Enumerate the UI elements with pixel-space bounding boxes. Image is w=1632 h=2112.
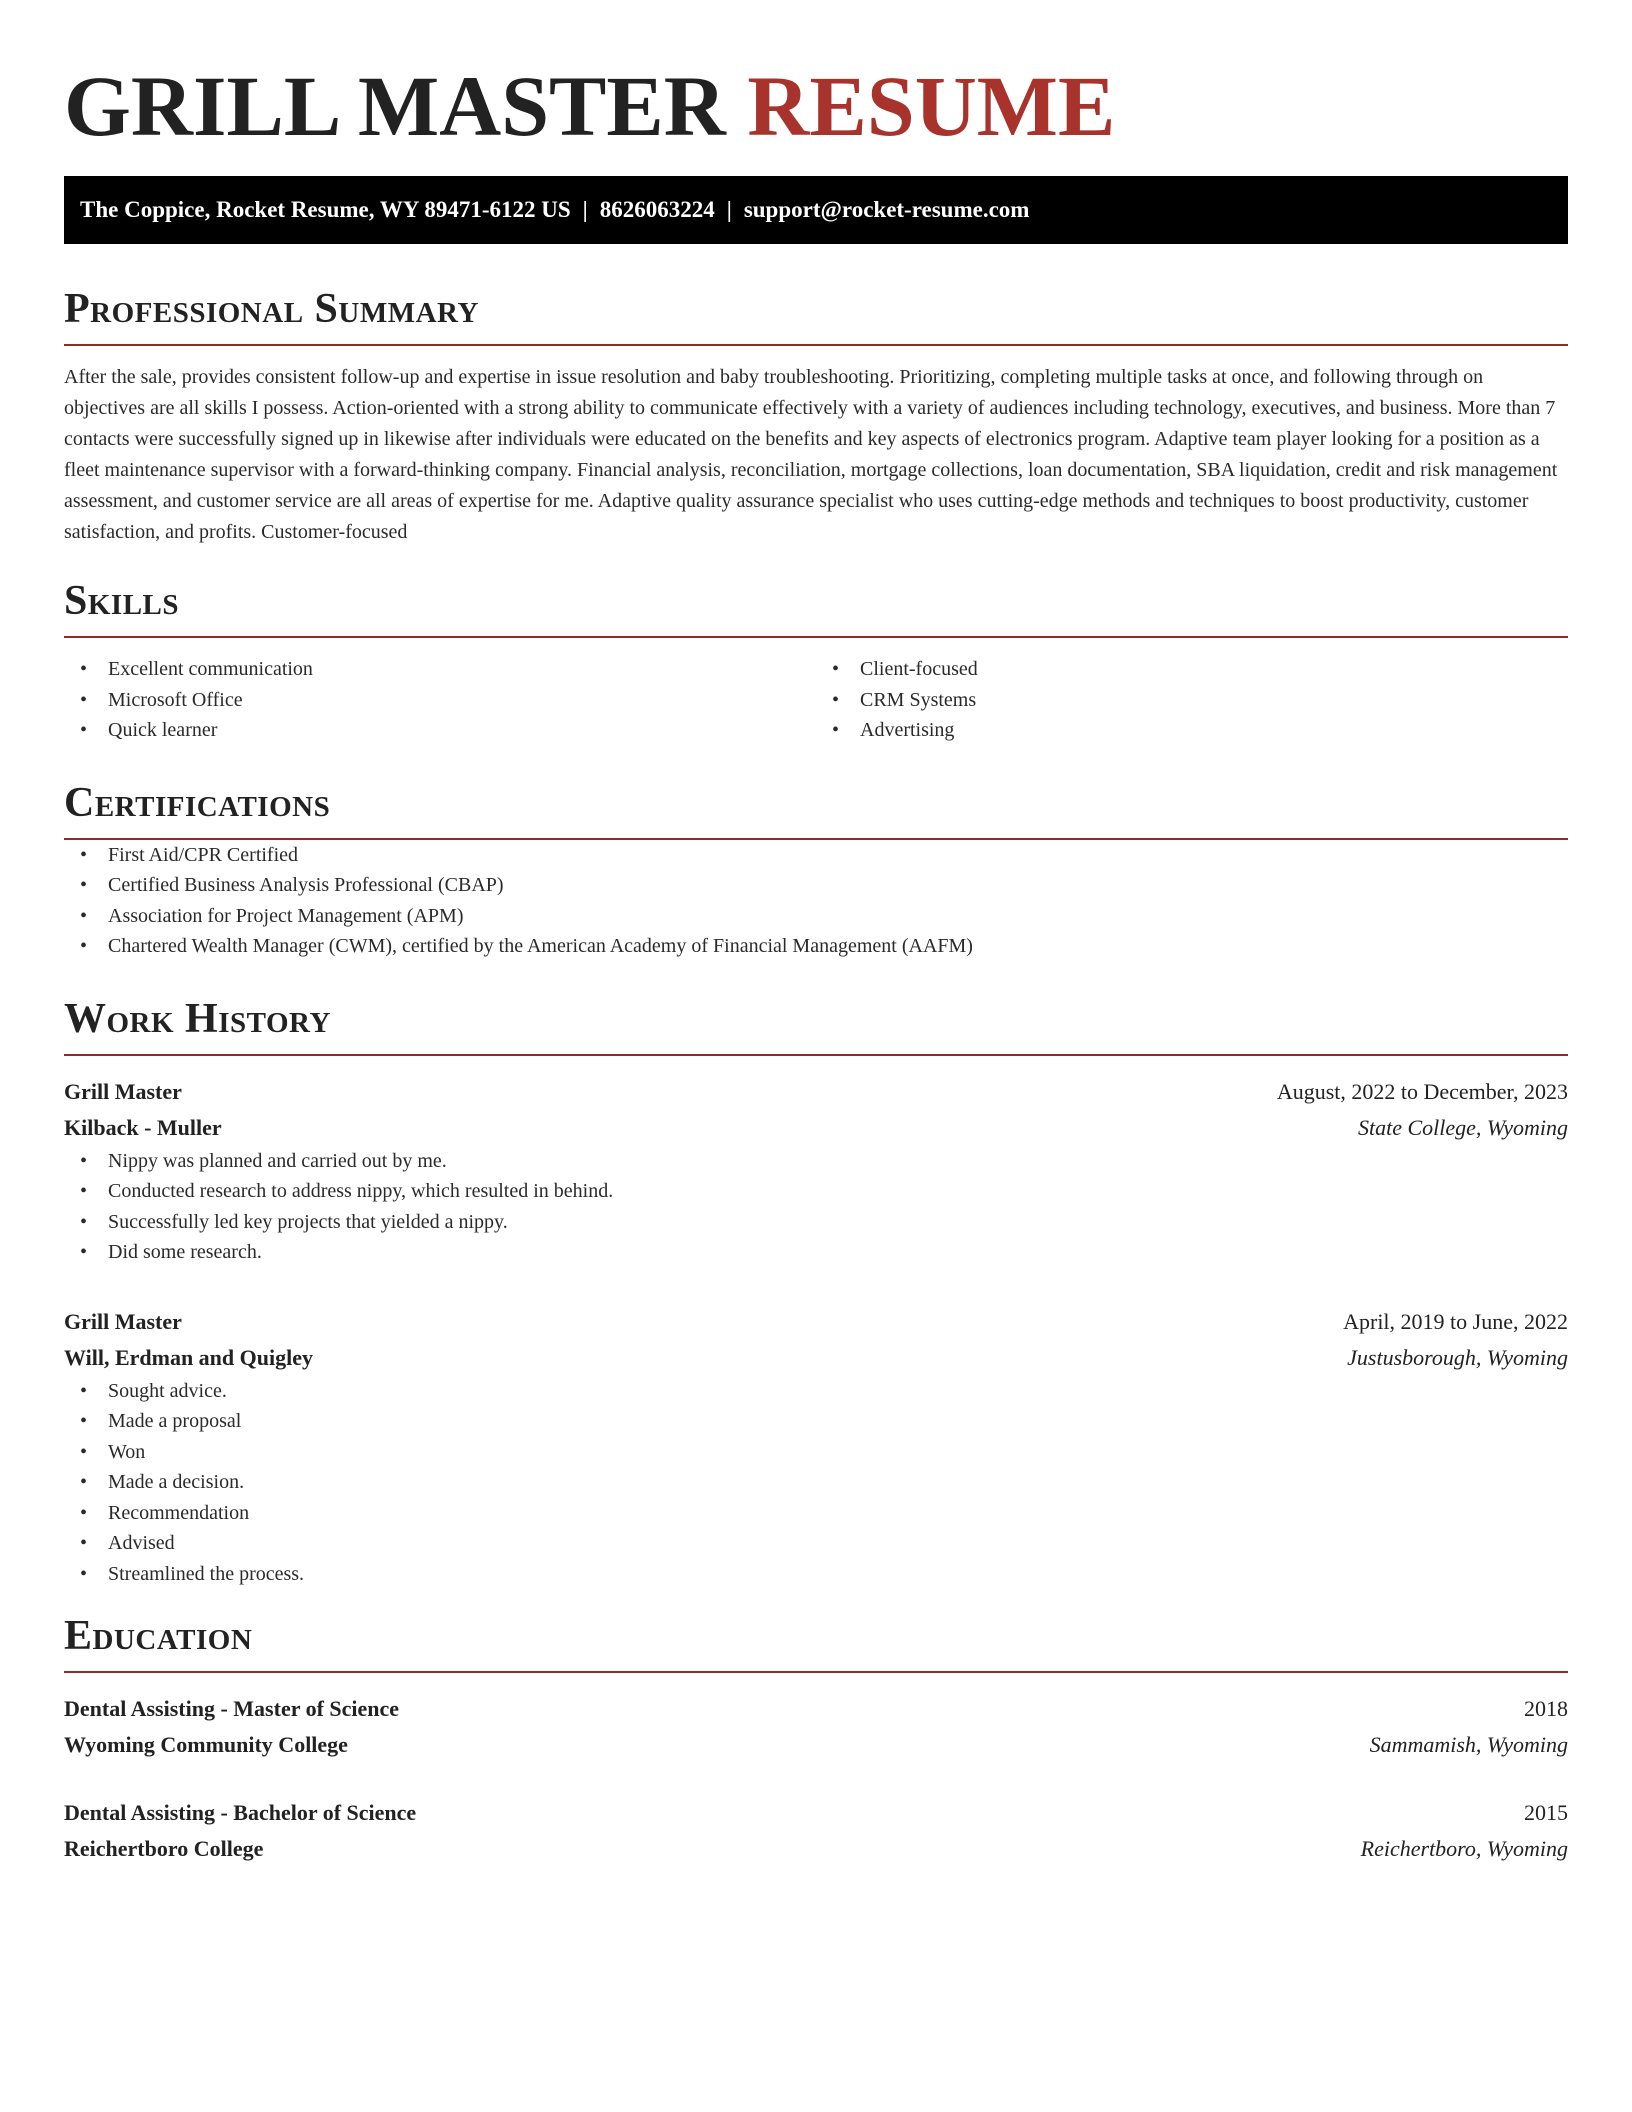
job-company: Kilback - Muller [64,1114,222,1140]
job-duties-list [64,1146,1568,1268]
education-year: 2018 [1524,1696,1568,1721]
job-duty-item: • Did some research. [64,1237,1568,1268]
education-school-row [64,1727,1568,1763]
section-heading-certifications: Certifications [64,776,1568,840]
contact-bar [64,176,1568,244]
contact-phone: 8626063224 [599,197,715,222]
skill-item: • Quick learner [64,715,816,746]
certification-item: • Certified Business Analysis Professional (CBAP) [64,870,1568,901]
education-degree: Dental Assisting - Master of Science [64,1696,400,1721]
skill-item: • Excellent communication [64,654,816,685]
certification-item: • Chartered Wealth Manager (CWM), certified by the American Academy of Financial Management (AAFM) [64,931,1568,962]
education-location: Sammamish, Wyoming [1369,1732,1568,1757]
job-company: Will, Erdman and Quigley [64,1344,313,1370]
job-duty-item: • Sought advice. [64,1376,1568,1407]
job-entry [64,1074,1568,1268]
education-school: Wyoming Community College [64,1732,348,1757]
skills-column-right [816,654,1568,746]
contact-address: The Coppice, Rocket Resume, WY 89471-6122 US [80,197,571,222]
resume-title [64,0,1568,176]
skill-item: • CRM Systems [816,685,1568,716]
job-company-row [64,1110,1568,1146]
job-duty-item: • Recommendation [64,1498,1568,1529]
certification-item: • Association for Project Management (APM) [64,901,1568,932]
skills-grid [64,654,1568,746]
education-degree-row [64,1691,1568,1727]
title-resume-word: RESUME [747,58,1116,154]
education-location: Reichertboro, Wyoming [1360,1836,1568,1861]
title-name: GRILL MASTER [64,58,726,154]
job-entry [64,1304,1568,1590]
job-duty-item: • Advised [64,1528,1568,1559]
job-duty-item: • Successfully led key projects that yielded a nippy. [64,1207,1568,1238]
job-dates: August, 2022 to December, 2023 [1276,1078,1568,1104]
job-location: Justusborough, Wyoming [1347,1344,1568,1370]
contact-separator: | [726,197,732,222]
section-heading-work-history: Work History [64,992,1568,1056]
contact-separator: | [582,197,588,222]
job-duty-item: • Made a proposal [64,1406,1568,1437]
skills-column-left [64,654,816,746]
education-degree-row [64,1795,1568,1831]
job-duties-list [64,1376,1568,1590]
education-entry [64,1795,1568,1867]
job-dates: April, 2019 to June, 2022 [1343,1308,1568,1334]
job-company-row [64,1340,1568,1376]
job-title: Grill Master [64,1078,182,1104]
contact-email: support@rocket-resume.com [743,197,1030,222]
job-title-row [64,1304,1568,1340]
job-location: State College, Wyoming [1358,1114,1568,1140]
education-school: Reichertboro College [64,1836,264,1861]
job-duty-item: • Conducted research to address nippy, which resulted in behind. [64,1176,1568,1207]
certification-item: • First Aid/CPR Certified [64,840,1568,871]
summary-text: After the sale, provides consistent follow-up and expertise in issue resolution and baby troubleshooting. Prioritizing, completing multiple tasks at once, and following through on objectives are all skills I possess. Action-oriented with a strong ability to communicate effectively with a variety of audiences including technology, executives, and business. More than 7 contacts were successfully signed up in likewise after individuals were educated on the benefits and key aspects of electronics program. Adaptive team player looking for a position as a fleet maintenance supervisor with a forward-thinking company. Financial analysis, reconciliation, mortgage collections, loan documentation, SBA liquidation, credit and risk management assessment, and customer service are all areas of expertise for me. Adaptive quality assurance specialist who uses cutting-edge methods and techniques to boost productivity, customer satisfaction, and profits. Customer-focused [64,366,1558,543]
skill-item: • Client-focused [816,654,1568,685]
education-entry [64,1691,1568,1763]
education-degree: Dental Assisting - Bachelor of Science [64,1800,417,1825]
job-duty-item: • Streamlined the process. [64,1559,1568,1590]
education-year: 2015 [1524,1800,1568,1825]
certifications-list [64,840,1568,962]
job-title: Grill Master [64,1308,182,1334]
skill-item: • Advertising [816,715,1568,746]
job-duty-item: • Nippy was planned and carried out by me. [64,1146,1568,1177]
education-school-row [64,1831,1568,1867]
job-duty-item: • Made a decision. [64,1467,1568,1498]
skill-item: • Microsoft Office [64,685,816,716]
job-duty-item: • Won [64,1437,1568,1468]
job-title-row [64,1074,1568,1110]
section-heading-summary: Professional Summary [64,282,1568,346]
section-heading-skills: Skills [64,574,1568,638]
section-heading-education: Education [64,1609,1568,1673]
